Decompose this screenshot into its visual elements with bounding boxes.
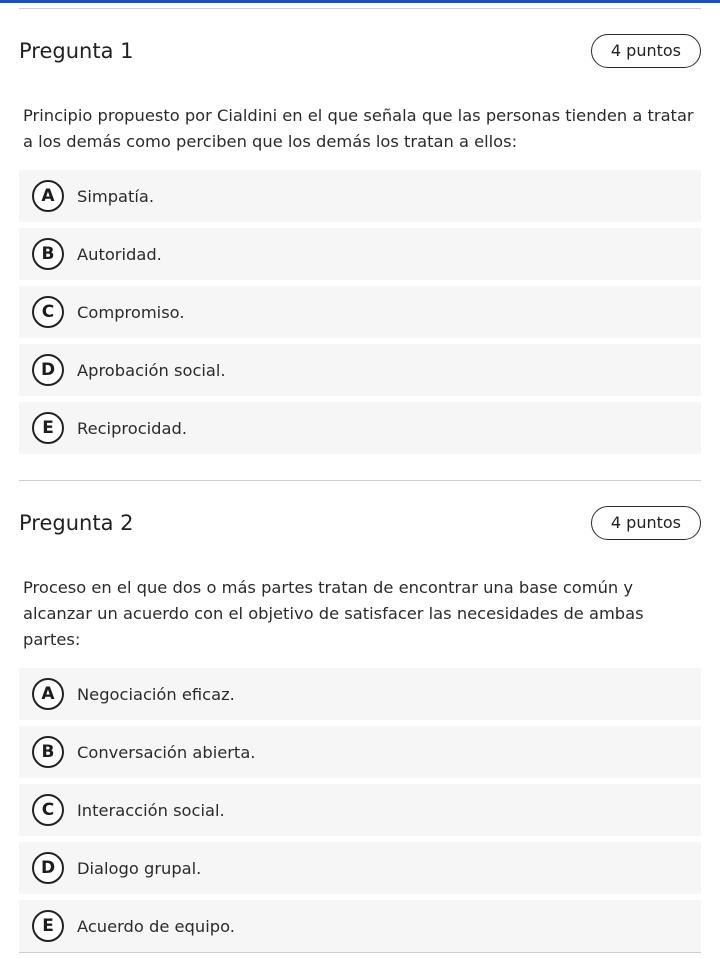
option-b[interactable] [19,228,701,280]
question-1 [19,34,701,454]
option-letter-badge: A [32,678,64,710]
option-label: Aprobación social. [77,360,226,380]
option-label: Autoridad. [77,244,162,264]
option-letter-badge: E [32,412,64,444]
divider-bottom [19,952,701,953]
option-label: Negociación eficaz. [77,684,235,704]
option-c[interactable] [19,286,701,338]
option-d[interactable] [19,344,701,396]
question-header [19,506,701,542]
question-title: Pregunta 2 [19,511,134,535]
option-letter-badge: D [32,354,64,386]
option-label: Interacción social. [77,800,225,820]
divider-middle [19,480,701,481]
answer-options [19,668,701,952]
option-label: Conversación abierta. [77,742,256,762]
option-d[interactable] [19,842,701,894]
option-label: Acuerdo de equipo. [77,916,235,936]
option-letter-badge: E [32,910,64,942]
option-label: Simpatía. [77,186,155,206]
option-letter-badge: C [32,794,64,826]
option-e[interactable] [19,900,701,952]
divider-top [19,8,701,9]
question-title: Pregunta 1 [19,39,134,63]
option-b[interactable] [19,726,701,778]
question-text: Proceso en el que dos o más partes tratan de encontrar una base común y alcanzar un acuerdo con el objetivo de satisfacer las necesidades de ambas partes: [23,578,644,649]
option-label: Dialogo grupal. [77,858,202,878]
answer-options [19,170,701,454]
option-letter-badge: D [32,852,64,884]
points-badge: 4 puntos [591,506,701,540]
question-header [19,34,701,70]
top-accent-bar [0,0,720,3]
option-a[interactable] [19,668,701,720]
option-label: Reciprocidad. [77,418,188,438]
points-badge: 4 puntos [591,34,701,68]
option-c[interactable] [19,784,701,836]
question-text: Principio propuesto por Cialdini en el que señala que las personas tienden a tratar a los demás como perciben que los demás los tratan a ellos: [23,106,694,151]
option-label: Compromiso. [77,302,185,322]
option-letter-badge: B [32,238,64,270]
option-a[interactable] [19,170,701,222]
option-e[interactable] [19,402,701,454]
option-letter-badge: A [32,180,64,212]
option-letter-badge: B [32,736,64,768]
question-2 [19,506,701,952]
option-letter-badge: C [32,296,64,328]
